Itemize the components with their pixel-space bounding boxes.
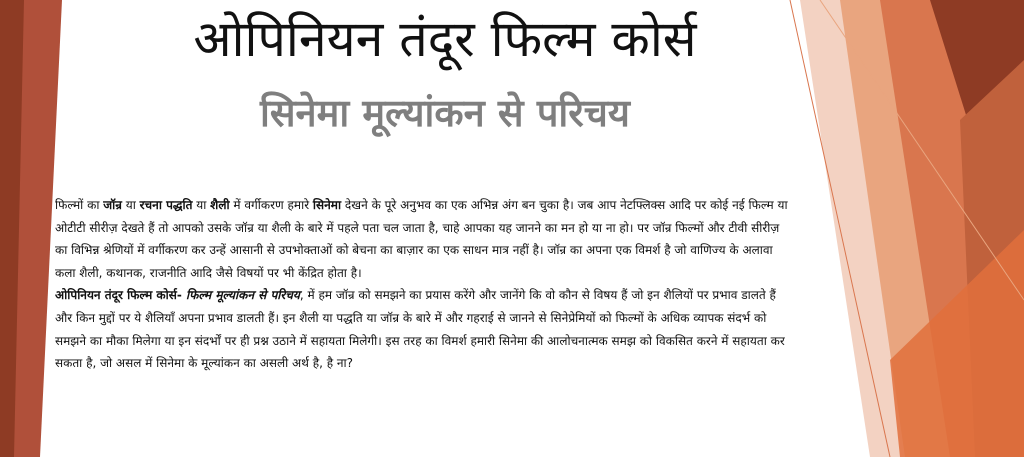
- slide-body: [55, 194, 795, 375]
- slide-title: ओपिनियन तंदूर फिल्म कोर्स: [193, 10, 697, 68]
- para1-text-5: देखने के पूरे अनुभव का एक अभिन्न अंग बन चुका है। जब आप नेटफ्लिक्स आदि पर कोई नई फिल्म या ओटीटी सीरीज़ देखते हैं तो आपको उसके जॉन्र या शैली के बारे में पहले पता चल जाता है, चाहे आपका यह जानने का मन हो या ना हो। पर जॉन्र फिल्मों और टीवी सीरीज़ का विभिन्न श्रेणियों में वर्गीकरण कर उन्हें आसानी से उपभोक्ताओं को बेचना का बाज़ार का एक साधन मात्र नहीं है। जॉन्र का अपना एक विमर्श है जो वाणिज्य के अलावा कला शैली, कथानक, राजनीति आदि जैसे विषयों पर भी केंद्रित होता है।: [55, 198, 788, 280]
- para1-bold-genre: जॉन्र: [103, 198, 122, 212]
- para1-bold-method: रचना पद्धति: [139, 198, 193, 212]
- para1-text-1: फिल्मों का: [55, 198, 104, 212]
- para2-bold-italic-subtitle: फिल्म मूल्यांकन से परिचय: [186, 288, 300, 303]
- paragraph-course: [55, 284, 795, 374]
- para2-bold-course: ओपिनियन तंदूर फिल्म कोर्स-: [55, 288, 187, 303]
- paragraph-intro: [55, 194, 795, 284]
- slide-subtitle: सिनेमा मूल्यांकन से परिचय: [260, 90, 630, 135]
- para1-text-3: या: [192, 198, 211, 212]
- para1-text-2: या: [121, 198, 140, 212]
- para1-bold-cinema: सिनेमा: [312, 198, 342, 212]
- para2-text: , में हम जॉन्र को समझने का प्रयास करेंगे और जानेंगे कि वो कौन से विषय हैं जो इन शैलियों पर प्रभाव डालते हैं और किन मुद्दों पर ये शैलियाँ अपना प्रभाव डालती हैं। इन शैली या पद्धति या जॉन्र के बारे में और गहराई से जानने से सिनेप्रेमियों को फिल्मों के अधिक व्यापक संदर्भ को समझने का मौका मिलेगा या इन संदर्भों पर ही प्रश्न उठाने में सहायता मिलेगी। इस तरह का विमर्श हमारी सिनेमा की आलोचनात्मक समझ को विकसित करने में सहायता कर सकता है, जो असल में सिनेमा के मूल्यांकन का असली अर्थ है, है ना?: [55, 288, 785, 371]
- para1-text-4: में वर्गीकरण हमारे: [229, 198, 313, 212]
- para1-bold-style: शैली: [210, 198, 230, 212]
